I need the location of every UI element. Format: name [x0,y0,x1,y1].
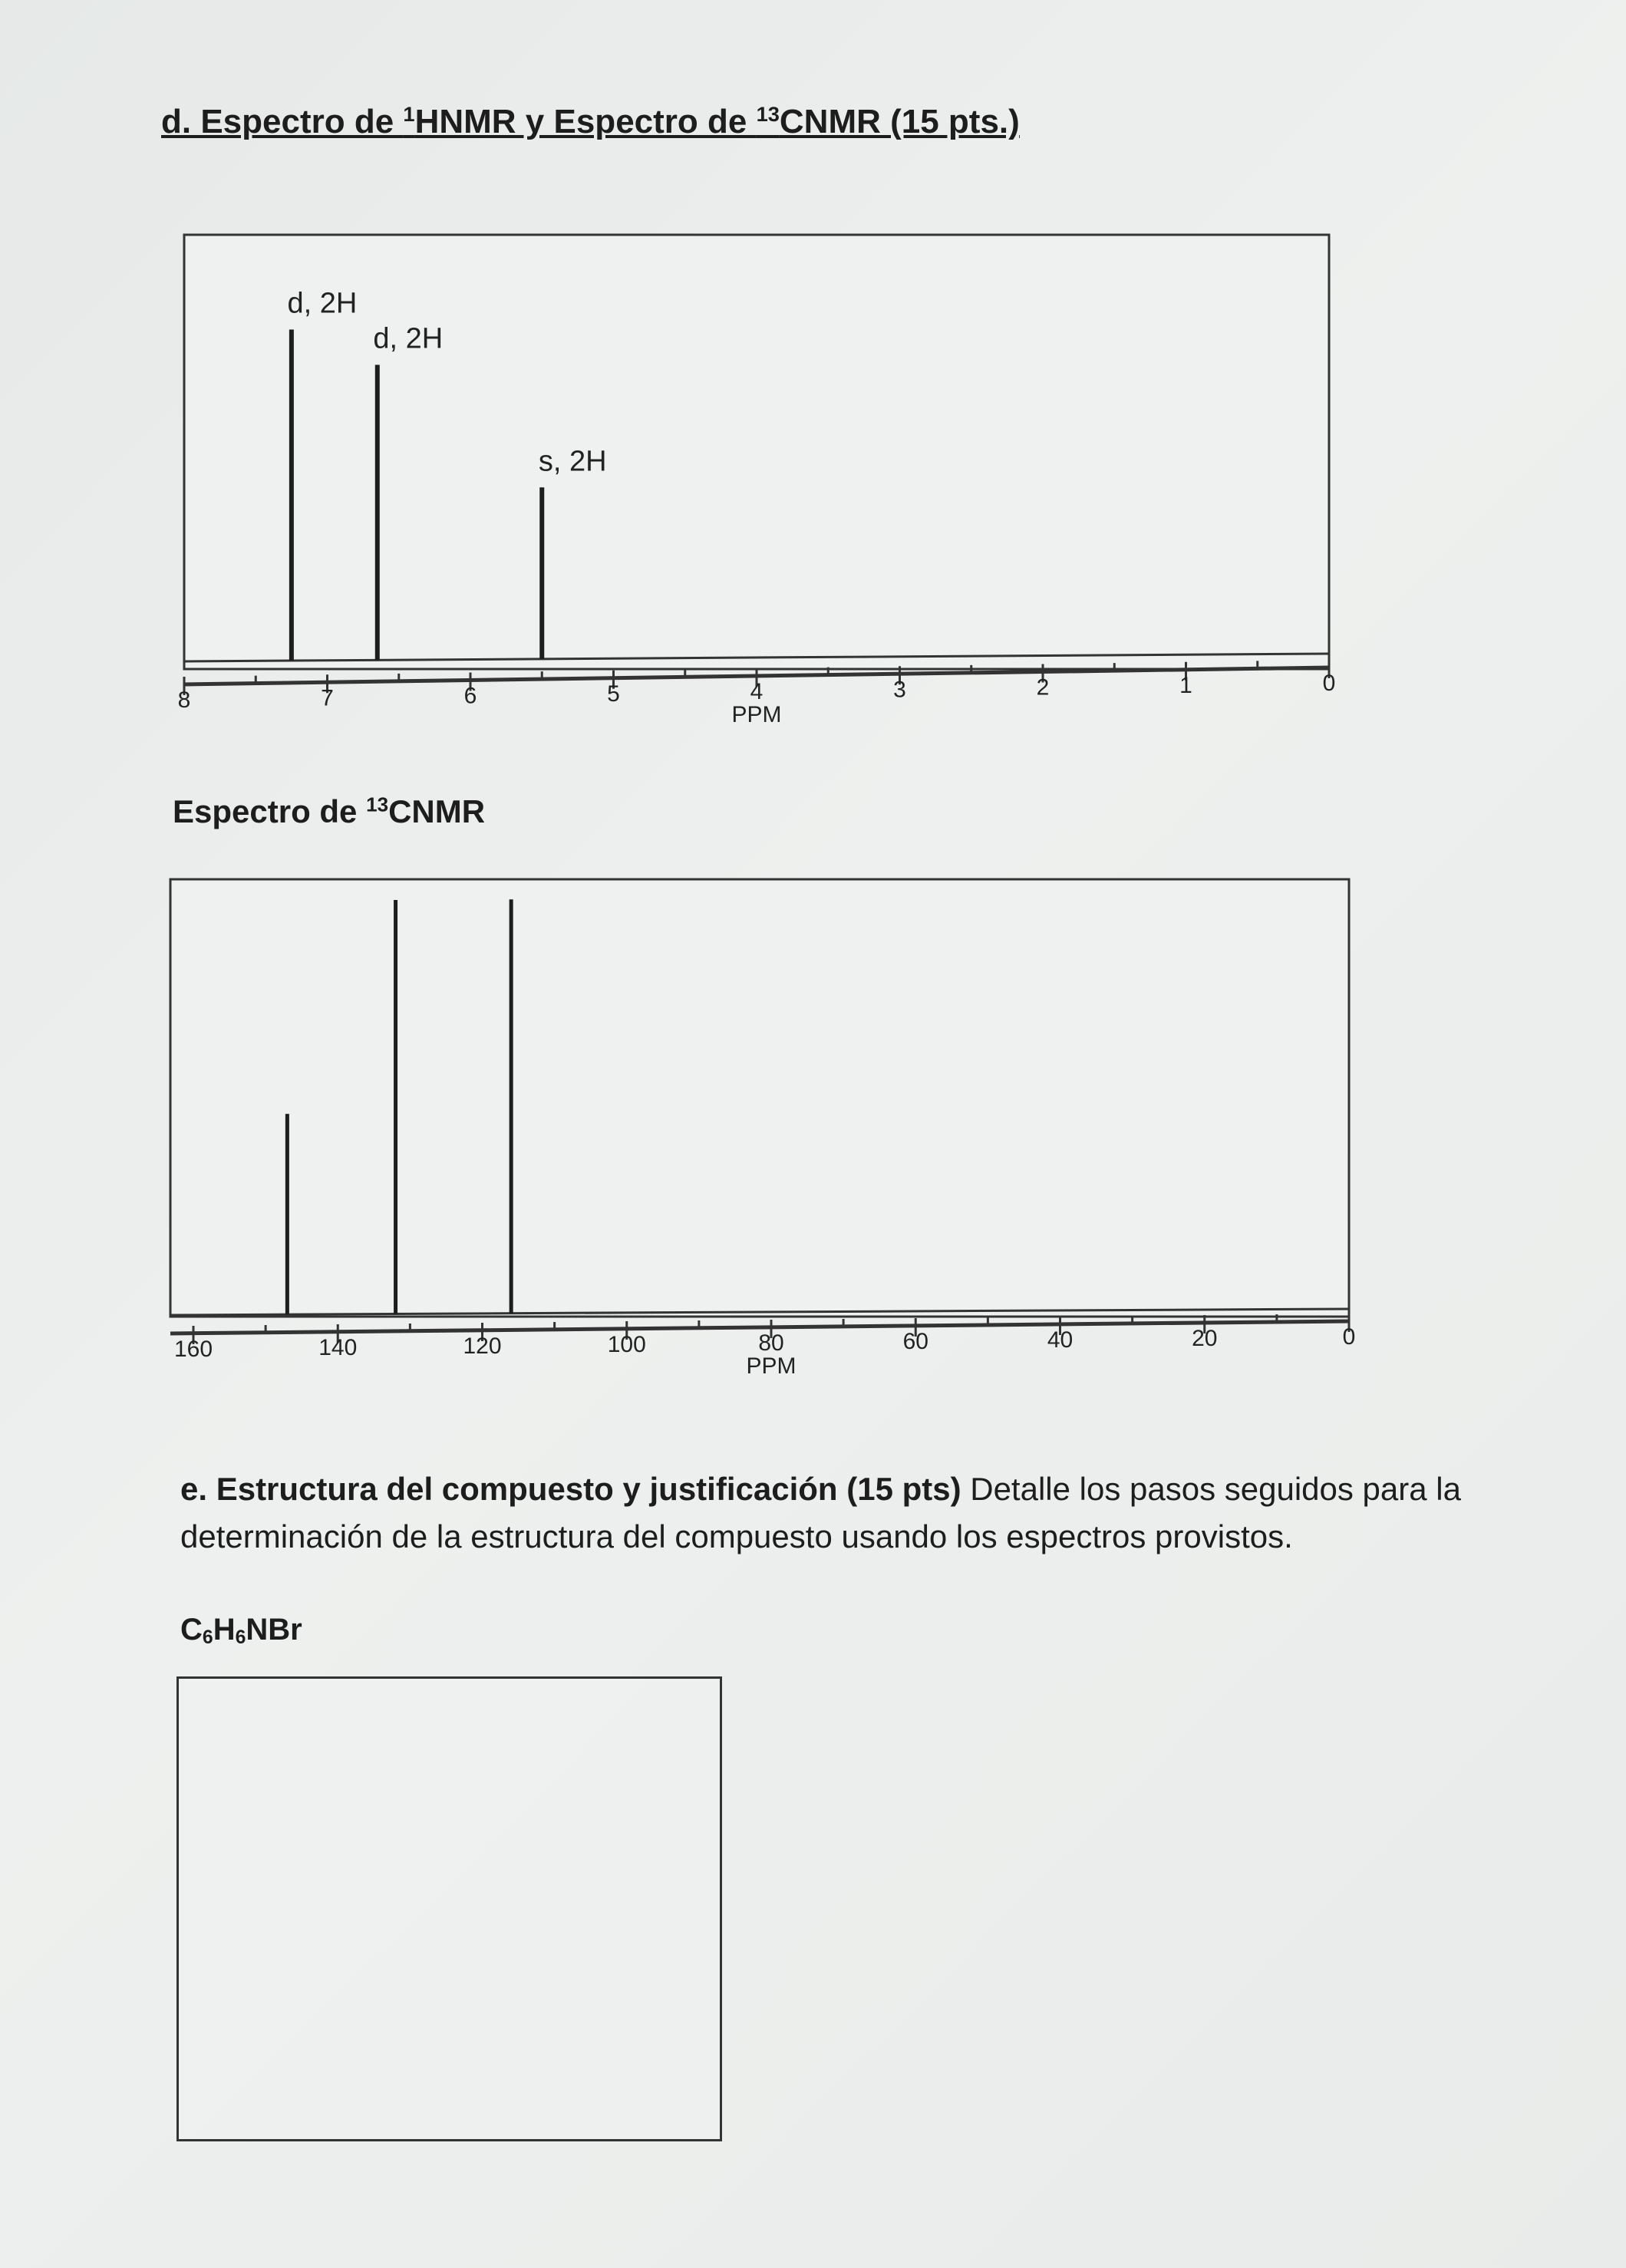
x-tick-label: 7 [321,685,334,711]
x-tick-label: 5 [607,681,620,707]
x-tick-label: 40 [1047,1327,1074,1353]
section-d-heading: d. Espectro de $^1$HNMR y Espectro de $^{13}$CNMR (15 pts.) [161,102,1020,140]
x-tick-label: 120 [463,1333,502,1359]
h1-nmr-chart [178,235,1336,727]
structure-answer-box[interactable] [176,1676,722,2141]
x-tick-label: 100 [607,1332,646,1357]
c13-nmr-chart [170,879,1355,1379]
peak-multiplicity-label: s, 2H [538,445,607,478]
section-e-instructions: Detalle los pasos seguidos para la determinación de la estructura del compuesto usando los espectros provistos. [180,1471,1461,1554]
section-e-title: e. Estructura del compuesto y justificación (15 pts) [180,1471,961,1507]
x-tick-label: 0 [1342,1324,1356,1350]
c13-heading: Espectro de $^{13}$CNMR [173,793,486,829]
x-tick-label: 8 [177,687,191,713]
x-tick-label: 20 [1192,1326,1218,1351]
x-tick-label: 4 [750,679,764,704]
c13-x-axis-label: PPM [746,1353,797,1379]
x-tick-label: 60 [902,1329,928,1354]
peak-multiplicity-label: d, 2H [373,322,444,355]
c13-chart-frame [170,879,1349,1317]
x-tick-label: 2 [1036,674,1050,701]
x-tick-label: 160 [173,1337,213,1362]
molecular-formula: $C_6H_6NBr$ [180,1613,302,1648]
x-tick-label: 0 [1322,671,1336,696]
x-tick-label: 1 [1179,672,1192,698]
x-tick-label: 3 [893,677,906,703]
section-e-heading [180,1465,1485,1561]
x-tick-label: 80 [758,1330,784,1356]
h1-x-axis-label: PPM [731,702,782,727]
x-tick-label: 140 [318,1335,358,1360]
peak-multiplicity-label: d, 2H [287,287,358,320]
x-tick-label: 6 [463,683,477,709]
